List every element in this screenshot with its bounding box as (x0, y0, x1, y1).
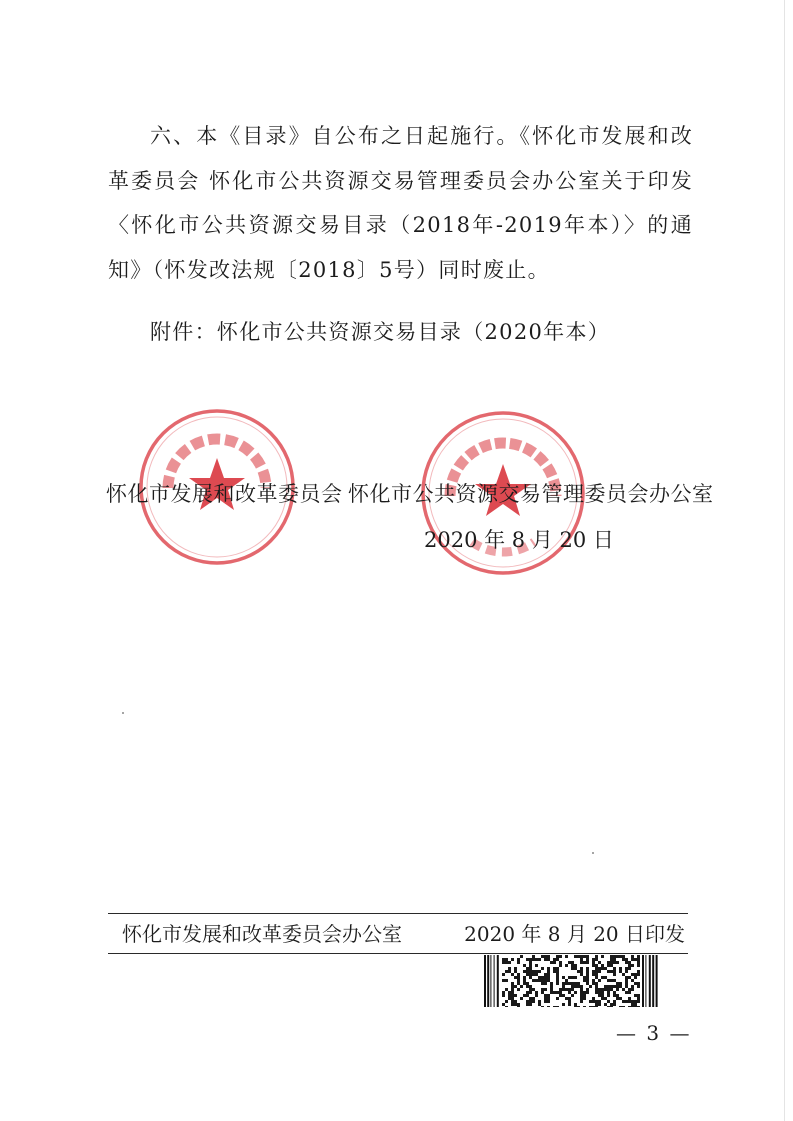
page-number: — 3 — (616, 1021, 692, 1045)
scan-edge-line (784, 0, 785, 1121)
attachment-line: 附件：怀化市公共资源交易目录（2020年本） (150, 320, 611, 344)
scan-speck (592, 852, 594, 854)
signature-org-left: 怀化市发展和改革委员会 (106, 482, 343, 506)
footer-rule-bottom (108, 953, 688, 954)
signature-date: 2020 年 8 月 20 日 (424, 528, 614, 552)
footer-print-date: 2020 年 8 月 20 日印发 (464, 922, 685, 946)
footer-issuer: 怀化市发展和改革委员会办公室 (122, 922, 402, 946)
signature-org-right: 怀化市公共资源交易管理委员会办公室 (348, 482, 714, 506)
paragraph-six: 六、本《目录》自公布之日起施行。《怀化市发展和改革委员会 怀化市公共资源交易管理委员会办公室关于印发〈怀化市公共资源交易目录（2018年-2019年本）〉的通知》（怀发改法规〔2018〕5号）同时废止。 (108, 124, 693, 282)
footer-rule-top (108, 913, 688, 914)
barcode-icon (484, 955, 659, 1007)
scan-speck (122, 712, 124, 714)
